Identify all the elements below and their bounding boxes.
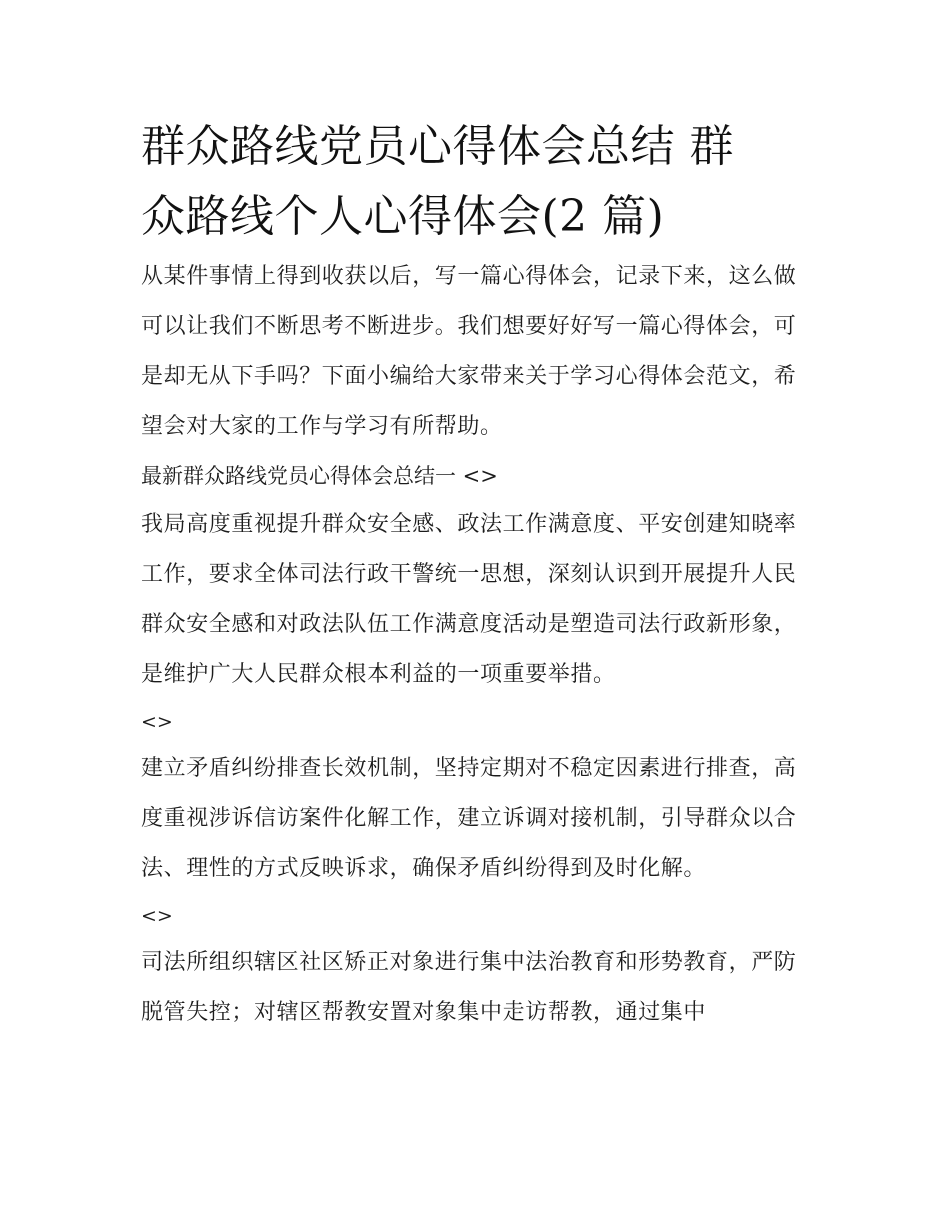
section-heading: 最新群众路线党员心得体会总结一 <> [141,464,498,488]
placeholder-marker-1: <> [141,711,173,733]
document-content [141,112,813,1038]
title-line-1: 群众路线党员心得体会总结 群 [141,121,734,172]
intro-paragraph: 从某件事情上得到收获以后，写一篇心得体会，记录下来，这么做可以让我们不断思考不断进步。我们想要好好写一篇心得体会，可是却无从下手吗？下面小编给大家带来关于学习心得体会范文，希望会对大家的工作与学习有所帮助。 [141,264,797,439]
placeholder-marker-2: <> [141,905,173,927]
title-line-2: 众路线个人心得体会(2 篇) [141,191,665,242]
body-paragraph-3: 司法所组织辖区社区矫正对象进行集中法治教育和形势教育，严防脱管失控；对辖区帮教安置对象集中走访帮教，通过集中 [141,950,797,1025]
body-paragraph-1: 我局高度重视提升群众安全感、政法工作满意度、平安创建知晓率工作，要求全体司法行政干警统一思想，深刻认识到开展提升人民群众安全感和对政法队伍工作满意度活动是塑造司法行政新形象，是维护广大人民群众根本利益的一项重要举措。 [141,512,797,687]
body-paragraph-2: 建立矛盾纠纷排查长效机制，坚持定期对不稳定因素进行排查，高度重视涉诉信访案件化解工作，建立诉调对接机制，引导群众以合法、理性的方式反映诉求，确保矛盾纠纷得到及时化解。 [141,756,797,881]
document-title [141,112,813,252]
